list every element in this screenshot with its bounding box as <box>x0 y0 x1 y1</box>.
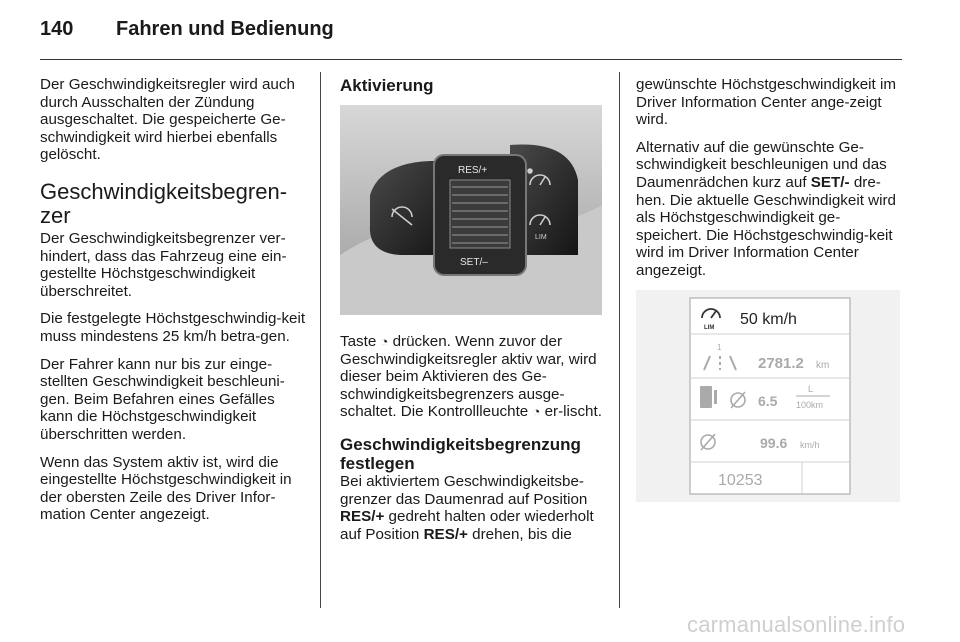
paragraph-downhill: Der Fahrer kann nur bis zur einge-stellten Geschwindigkeit beschleuni-gen. Beim Befahren eines Gefälles kann die Höchstgeschwindigkeit überschritten werden. <box>40 355 285 443</box>
fuel-unit-bottom: 100km <box>796 399 824 410</box>
paragraph-cruise-off: Der Geschwindigkeitsregler wird auch durch Ausschalten der Zündung ausgeschaltet. Die gespeicherte Ge-schwindigkeit wird hierbei ebenfalls gelöscht. <box>40 76 295 164</box>
subheading-activation: Aktivierung <box>340 76 434 95</box>
display-lim-label: LIM <box>704 324 715 331</box>
watermark: carmanualsonline.info <box>687 612 906 637</box>
paragraph-press-button: Taste ◔ drücken. Wenn zuvor der Geschwindigkeitsregler aktiv war, wird dieser beim Aktivieren des Ge-schwindigkeitsbegrenzers ausge-schaltet. Die Kontrollleuchte ◔ er-lischt. <box>340 333 602 421</box>
speed-limiter-icon: ◔ <box>380 334 389 349</box>
header-divider <box>40 59 902 60</box>
set-label: SET/– <box>460 257 488 268</box>
page-header <box>40 18 902 52</box>
speed-value: 99.6 <box>760 434 788 451</box>
column-divider-1 <box>320 72 321 608</box>
chapter-title: Fahren und Bedienung <box>116 18 334 40</box>
driver-information-center-display <box>636 290 900 502</box>
section-heading-speed-limiter: Geschwindigkeitsbegren-zer <box>40 178 288 228</box>
column-3 <box>636 76 902 502</box>
fuel-value: 6.5 <box>758 392 778 409</box>
fuel-unit-top: L <box>808 383 814 394</box>
trip-value: 2781.2 <box>758 354 804 372</box>
column-divider-2 <box>619 72 620 608</box>
paragraph-alternative: Alternativ auf die gewünschte Ge-schwindigkeit beschleunigen und das Daumenrädchen kurz auf SET/- dre-hen. Die aktuelle Geschwindigkeit wird als Höchstgeschwindigkeit ge-speichert. Die Höchstgeschwindig-keit wird im Driver Information Center angezeigt. <box>636 138 897 279</box>
limit-speed-readout: 50 km/h <box>740 310 797 328</box>
trip-index: 1 <box>717 342 722 352</box>
speed-unit: km/h <box>800 439 820 450</box>
odometer-readout: 10253 <box>718 471 763 489</box>
page-number: 140 <box>40 18 74 40</box>
paragraph-display: Wenn das System aktiv ist, wird die eingestellte Höchstgeschwindigkeit in der obersten Zeile des Driver Infor-mation Center angezeigt. <box>40 453 292 524</box>
paragraph-dic-display: gewünschte Höchstgeschwindigkeit im Driver Information Center ange-zeigt wird. <box>636 76 897 129</box>
steering-wheel-controls-photo <box>340 105 602 315</box>
subheading-set-limit: Geschwindigkeitsbegrenzung festlegen <box>340 434 581 473</box>
lim-label: LIM <box>535 234 547 241</box>
paragraph-min-speed: Die festgelegte Höchstgeschwindig-keit muss mindestens 25 km/h betra-gen. <box>40 310 306 345</box>
speed-limiter-lamp-icon: ◔ <box>532 404 541 420</box>
trip-unit: km <box>816 359 830 371</box>
res-label: RES/+ <box>458 165 488 176</box>
column-2 <box>340 76 606 553</box>
paragraph-thumbwheel: Bei aktiviertem Geschwindigkeitsbe-grenzer das Daumenrad auf Position RES/+ gedreht halten oder wiederholt auf Position RES/+ drehen, bis die <box>340 472 594 543</box>
paragraph-limiter-intro: Der Geschwindigkeitsbegrenzer ver-hindert, dass das Fahrzeug eine ein-gestellte Höchstgeschwindigkeit überschreitet. <box>40 229 287 300</box>
column-1 <box>40 76 306 534</box>
